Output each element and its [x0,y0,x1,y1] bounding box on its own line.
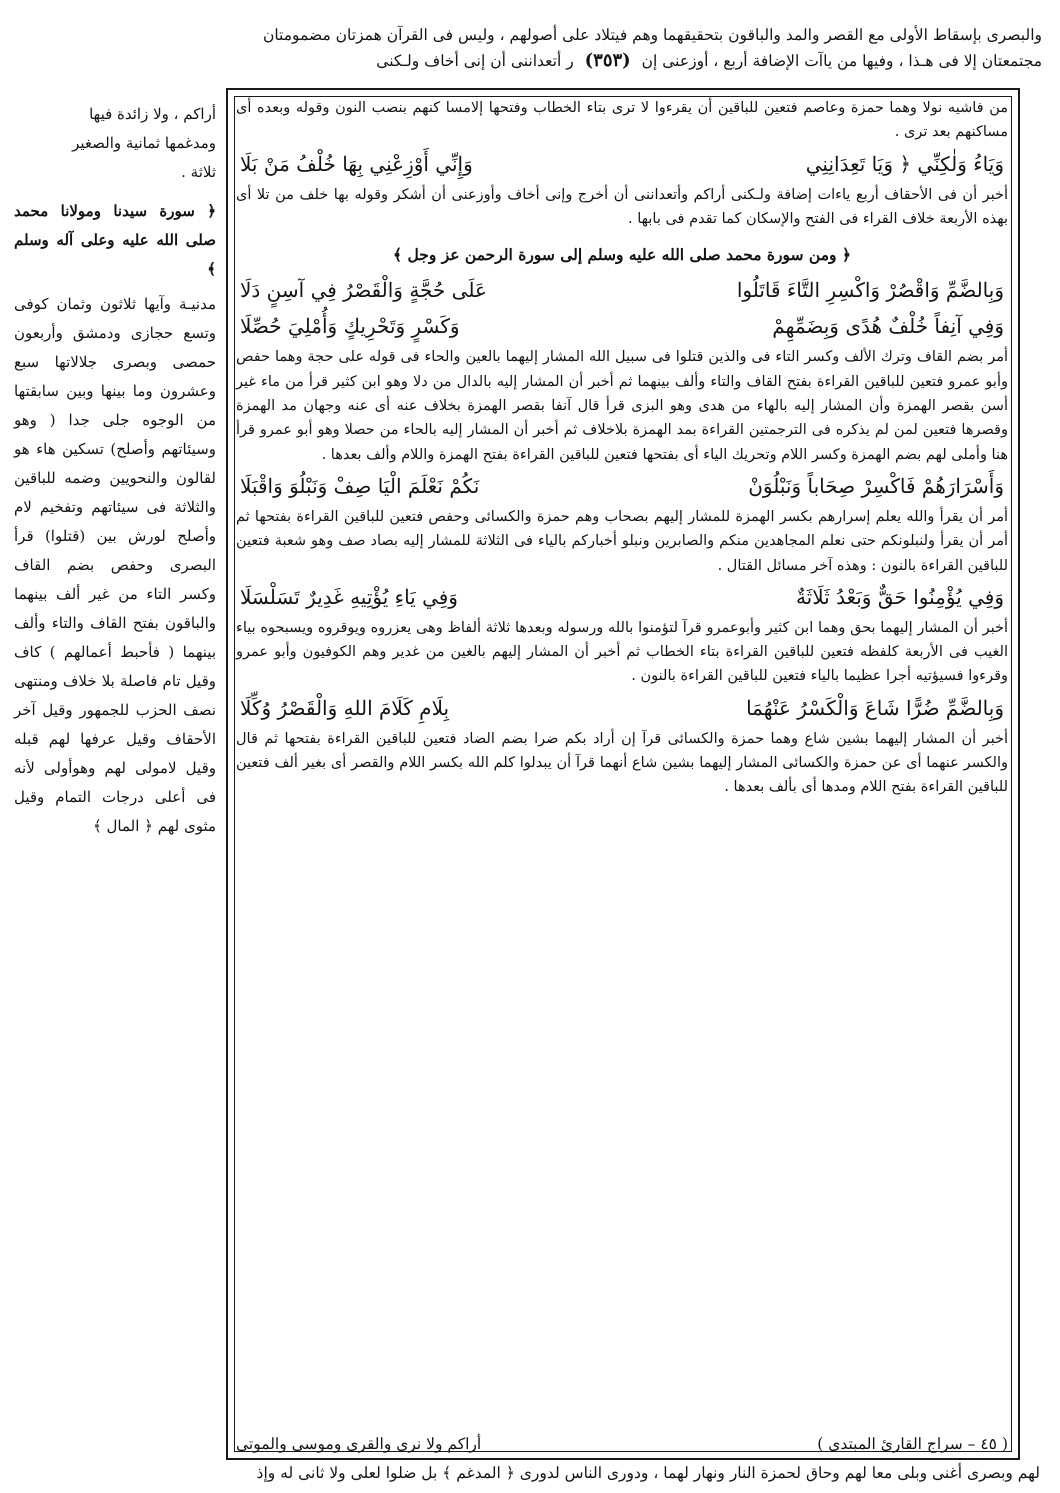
paragraph: أمر أن يقرأ والله يعلم إسرارهم بكسر الهمزة للمشار إليهم بصحاب وهم حمزة والكسائى وحفص فتعين للباقين القراءة بفتحها ثم أمر أن يقرأ ولنبلونكم حتى نعلم المجاهدين منكم والصابرين ونبلو أخباركم بالياء فى الثلاثة للمشار إليه بصاد صف وهو شعبة فتعين للباقين القراءة بالنون : وهذه آخر مسائل القتال . [236,508,1008,574]
margin-body: مدنيـة وآيها ثلاثون وثمان كوفى وتسع حجازى ودمشق وأربعون حمصى وبصرى جلالاتها سبع وعشرون وما بينها وبين سابقتها من الوجوه جلى جدا ( وهو وسيئاتهم وأصلح) تسكين هاء هو لقالون والنحويين وضمه للباقين والثلاثة فى سيئاتهم وتفخيم لام وأصلح لورش بين (قتلوا) قرأ البصرى وحفص بضم القاف وكسر التاء من غير ألف بينهما والباقون بفتح القاف والتاء وألف بينهما ( فأحبط أعمالهم ) كاف وقيل تام فاصلة بلا خلاف ومنتهى نصف الحزب للجمهور وقيل آخر الأحقاف وقيل عرفها لهم قبله وقيل لامولى لهم وهوأولى لأنه فى أعلى درجات التمام وقيل مثوى لهم ﴿ المال ﴾ [14,295,216,835]
page-number: (٣٥٣) [584,50,631,71]
verse-line [236,309,1008,343]
verse-hemistich-right: وَبِالضَّمِّ وَاقْصُرْ وَاكْسِرِ التَّاءَ قَاتَلُوا [736,278,1004,303]
verse-line [236,691,1008,725]
top-line-2-text-b: ر أتعداننى أن إنى أخاف ولـكنى [376,52,574,70]
verse-hemistich-left: نَكُمْ نَعْلَمَ الْيَا صِفْ وَنَبْلُوَ وَاقْبَلَا [240,473,480,498]
verse-hemistich-right: وَبِالضَّمِّ ضُرًّا شَاعَ وَالْكَسْرُ عَنْهُمَا [746,695,1004,720]
paragraph: من فاشيه نولا وهما حمزة وعاصم فتعين للباقين أن يقرءوا لا ترى بتاء الخطاب وفتحها إلامسا كنهم بنصب النون وقوله وبعده أى مساكنهم بعد ترى . [236,100,1008,141]
bottom-continuation: لهم وبصرى أغنى وبلى معا لهم وحاق لحمزة النار ونهار لهما ، ودورى الناس لدورى ﴿ المدغم ﴾ بل ضلوا لعلى ولا ثانى له وإذ [256,1464,1040,1482]
top-continuation [28,22,1042,74]
paragraph: أمر بضم القاف وترك الألف وكسر التاء فى والذين قتلوا فى سبيل الله المشار إليهما بالعين والحاء فى قوله على حجة وهما حفص وأبو عمرو فتعين للباقين القراءة بفتح القاف والتاء وألف بينهما ثم أخبر أن المشار إليه بالدال من دلا وهو ابن كثير قرأ من ماء غير أسن بقصر الهمزة وأن المشار إليه بالهاء من هدى وهو البزى قرأ قال آنفا بقصر الهمزة بخلاف عنه أى عنه وجهان مد الهمزة وقصرها فتعين لمن لم يذكره فى الترجمتين القراءة بمد الهمزة بلاخلاف ثم أخبر أن المشار إليه بالحاء من حصلا وهو أبو عمرو قرأ هنا وأملى لهم بضم الهمزة وكسر اللام وتحريك الياء أى بفتحها فتعين للباقين القراءة بفتح الهمزة واللام وألف بعدها . [236,349,1008,463]
main-commentary [236,96,1008,800]
verse-hemistich-left: وَفِي يَاءِ يُؤْتِيهِ غَدِيرٌ تَسَلْسَلَا [240,584,458,609]
verse-line [236,469,1008,503]
top-line-2 [28,48,1042,74]
sura-heading: ﴿ ومن سورة محمد صلى الله عليه وسلم إلى سورة الرحمن عز وجل ﴾ [393,245,851,265]
verse-hemistich-right: وَيَاءُ وَلٰكِنِّي ﴿ وَيَا تَعِدَانِنِي [805,151,1004,176]
margin-line: ثلاثة . [181,163,216,181]
verse-hemistich-right: وَفِي يُؤْمِنُوا حَقٌّ وَبَعْدُ ثَلَاثَةٌ [795,584,1004,609]
running-footer [236,1432,1008,1456]
verse-line [236,147,1008,181]
paragraph: أخبر أن فى الأحقاف أربع ياءات إضافة ولـكنى أراكم وأتعداننى أن أخرج وإنى أخاف وأوزعنى أن أشكر وقوله بها خلف من تلا أى بهذه الأربعة خلاف القراء فى الفتح والإسكان كما تقدم فى بابها . [236,186,1008,227]
verse-hemistich-left: وَكَسْرٍ وَتَحْرِيكٍ وَأُمْلِيَ حُصِّلَا [240,314,460,339]
paragraph: أخبر أن المشار إليهما بحق وهما ابن كثير وأبوعمرو قرآ لتؤمنوا بالله ورسوله وبعدها ثلاثة ألفاظ وهى يعزروه ويوقروه ويسبحوه بياء الغيب فى الأربعة كلفظه فتعين للباقين القراءة بتاء الخطاب ثم أخبر أن المشار إليهم بالغين من غدير وهم الكوفيون وأبو عمرو وقرءوا فسيؤتيه أجرا عظيما بالياء فتعين للباقين القراءة بالنون . [236,619,1008,685]
verse-hemistich-right: وَفِي آنِفاً خُلْفٌ هُدًى وَبِضَمِّهِمْ [772,314,1004,339]
top-line-1: والبصرى بإسقاط الأولى مع القصر والمد والباقون بتحقيقهما وهم فيتلاد على أصولهم ، وليس فى القرآن همزتان مضمومتان [262,26,1042,44]
margin-continuation: أراكم ولا نرى والقرى وموسى والموتى [236,1435,482,1453]
verse-line [236,273,1008,307]
verse-line [236,580,1008,614]
verse-hemistich-left: عَلَى حُجَّةٍ وَالْقَصْرُ فِي آسِنٍ دَلَا [240,278,487,303]
book-title-footer: ( ٤٥ – سراج القارئ المبتدى ) [817,1435,1008,1453]
paragraph: أخبر أن المشار إليهما بشين شاع وهما حمزة والكسائى قرآ إن أراد بكم ضرا بضم الضاد فتعين للباقين القراءة بفتحها ثم قال والكسر عنهما أى عن حمزة والكسائى المشار إليهما بشين شاع أنهما قرآ أن يبدلوا كلم الله بكسر اللام والقصر أى بغير ألف فتعين للباقين القراءة بفتح اللام ومدها أى بألف بعدها . [236,730,1008,796]
top-line-2-text-a: مجتمعتان إلا فى هـذا ، وفيها من ياآت الإضافة أربع ، أوزعنى إن [641,52,1042,70]
verse-hemistich-left: وَإِنِّي أَوْزِعْنِي بِهَا خُلْفُ مَنْ بَلَا [240,151,473,176]
verse-hemistich-left: بِلَامِ كَلَامَ اللهِ وَالْقَصْرُ وُكِّلَا [240,695,450,720]
margin-commentary [14,100,216,841]
margin-sura-title: ﴿ سورة سيدنا ومولانا محمد صلى الله عليه وعلى آله وسلم ﴾ [14,202,216,278]
margin-line: أراكم ، ولا زائدة فيها [89,105,216,123]
margin-line: ومدغمها ثمانية والصغير [72,134,216,152]
verse-hemistich-right: وَأَسْرَارَهُمْ فَاكْسِرْ صِحَاباً وَنَبْلُوَنْ [748,473,1004,498]
